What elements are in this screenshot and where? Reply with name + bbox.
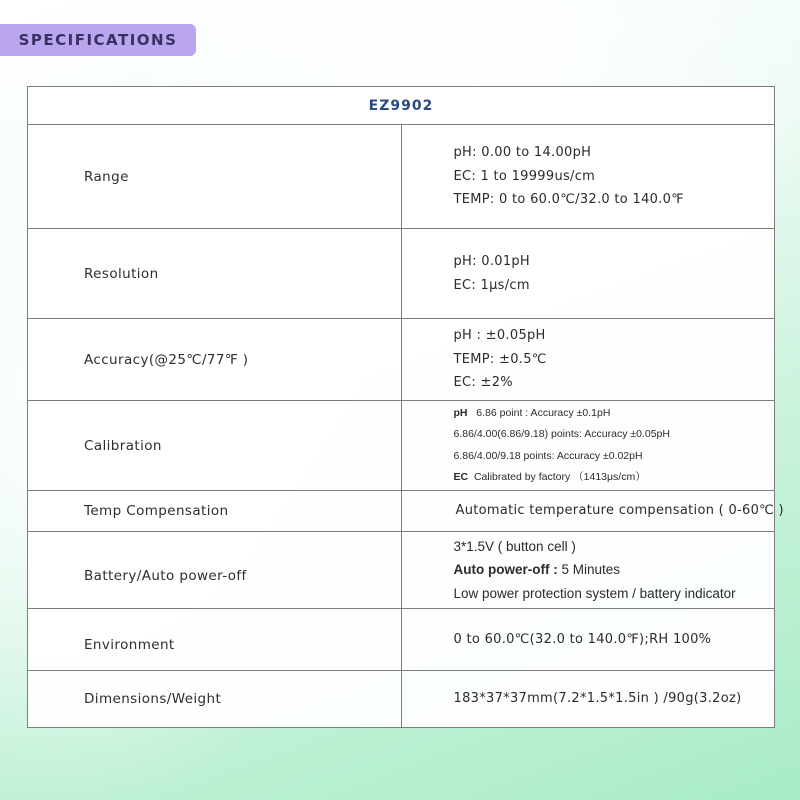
spec-value-calibration <box>401 401 775 491</box>
spec-label-battery: Battery/Auto power-off <box>28 532 402 609</box>
spec-row-dimensions <box>28 671 775 728</box>
range-ec: EC: 1 to 19999us/cm <box>453 168 596 184</box>
calibration-line <box>454 403 774 425</box>
battery-cell: 3*1.5V ( button cell ) <box>453 538 576 554</box>
spec-row-calibration <box>28 401 775 491</box>
spec-value-accuracy <box>401 319 775 401</box>
spec-row-resolution <box>28 229 775 319</box>
spec-row-temp-compensation <box>28 491 775 532</box>
calibration-ph-tag: pH <box>453 406 468 419</box>
resolution-ph: pH: 0.01pH <box>453 254 531 269</box>
spec-row-battery <box>28 532 775 609</box>
calibration-line <box>454 467 774 489</box>
accuracy-ph: pH : ±0.05pH <box>453 328 546 344</box>
environment-value: 0 to 60.0℃(32.0 to 140.0℉);RH 100% <box>453 631 712 647</box>
spec-value-range <box>401 125 775 229</box>
spec-value-dimensions <box>401 671 775 728</box>
spec-label-dimensions: Dimensions/Weight <box>28 671 402 728</box>
spec-value-temp-compensation <box>401 491 784 532</box>
spec-row-accuracy <box>28 319 775 401</box>
spec-row-environment <box>28 609 775 671</box>
calibration-line <box>454 446 774 468</box>
auto-power-off-value: 5 Minutes <box>561 562 621 578</box>
calibration-ec-tag: EC <box>453 471 469 483</box>
auto-power-off-label: Auto power-off : <box>453 562 558 578</box>
range-ph: pH: 0.00 to 14.00pH <box>453 145 592 161</box>
specifications-table <box>27 86 784 728</box>
dimensions-value: 183*37*37mm(7.2*1.5*1.5in ) /90g(3.2oz) <box>453 691 742 707</box>
spec-value-battery <box>401 532 775 609</box>
resolution-ec: EC: 1μs/cm <box>453 277 530 293</box>
spec-label-accuracy: Accuracy(@25℃/77℉ ) <box>28 319 402 401</box>
spec-value-resolution <box>401 229 775 319</box>
model-name: EZ9902 <box>28 87 775 125</box>
spec-label-environment: Environment <box>28 609 402 671</box>
temp-compensation-value: Automatic temperature compensation ( 0-60℃ ) <box>455 503 784 519</box>
accuracy-ec: EC: ±2% <box>453 375 513 391</box>
spec-row-range <box>28 125 775 229</box>
spec-value-environment <box>401 609 775 671</box>
range-temp: TEMP: 0 to 60.0℃/32.0 to 140.0℉ <box>453 192 684 208</box>
spec-label-temp-compensation: Temp Compensation <box>28 491 402 532</box>
model-row <box>28 87 775 125</box>
spec-label-calibration: Calibration <box>28 401 402 491</box>
calibration-text: Calibrated by factory （1413μs/cm） <box>473 471 646 483</box>
specifications-heading: SPECIFICATIONS <box>0 24 196 56</box>
accuracy-temp: TEMP: ±0.5℃ <box>453 351 547 367</box>
calibration-text: 6.86/4.00/9.18 points: Accuracy ±0.02pH <box>453 449 643 462</box>
auto-power-off <box>454 558 774 582</box>
calibration-line <box>454 424 774 446</box>
spec-label-range: Range <box>28 125 402 229</box>
spec-label-resolution: Resolution <box>28 229 402 319</box>
calibration-text: 6.86 point : Accuracy ±0.1pH <box>476 406 611 419</box>
calibration-text: 6.86/4.00(6.86/9.18) points: Accuracy ±0.05pH <box>453 428 670 440</box>
battery-indicator: Low power protection system / battery indicator <box>453 585 736 601</box>
